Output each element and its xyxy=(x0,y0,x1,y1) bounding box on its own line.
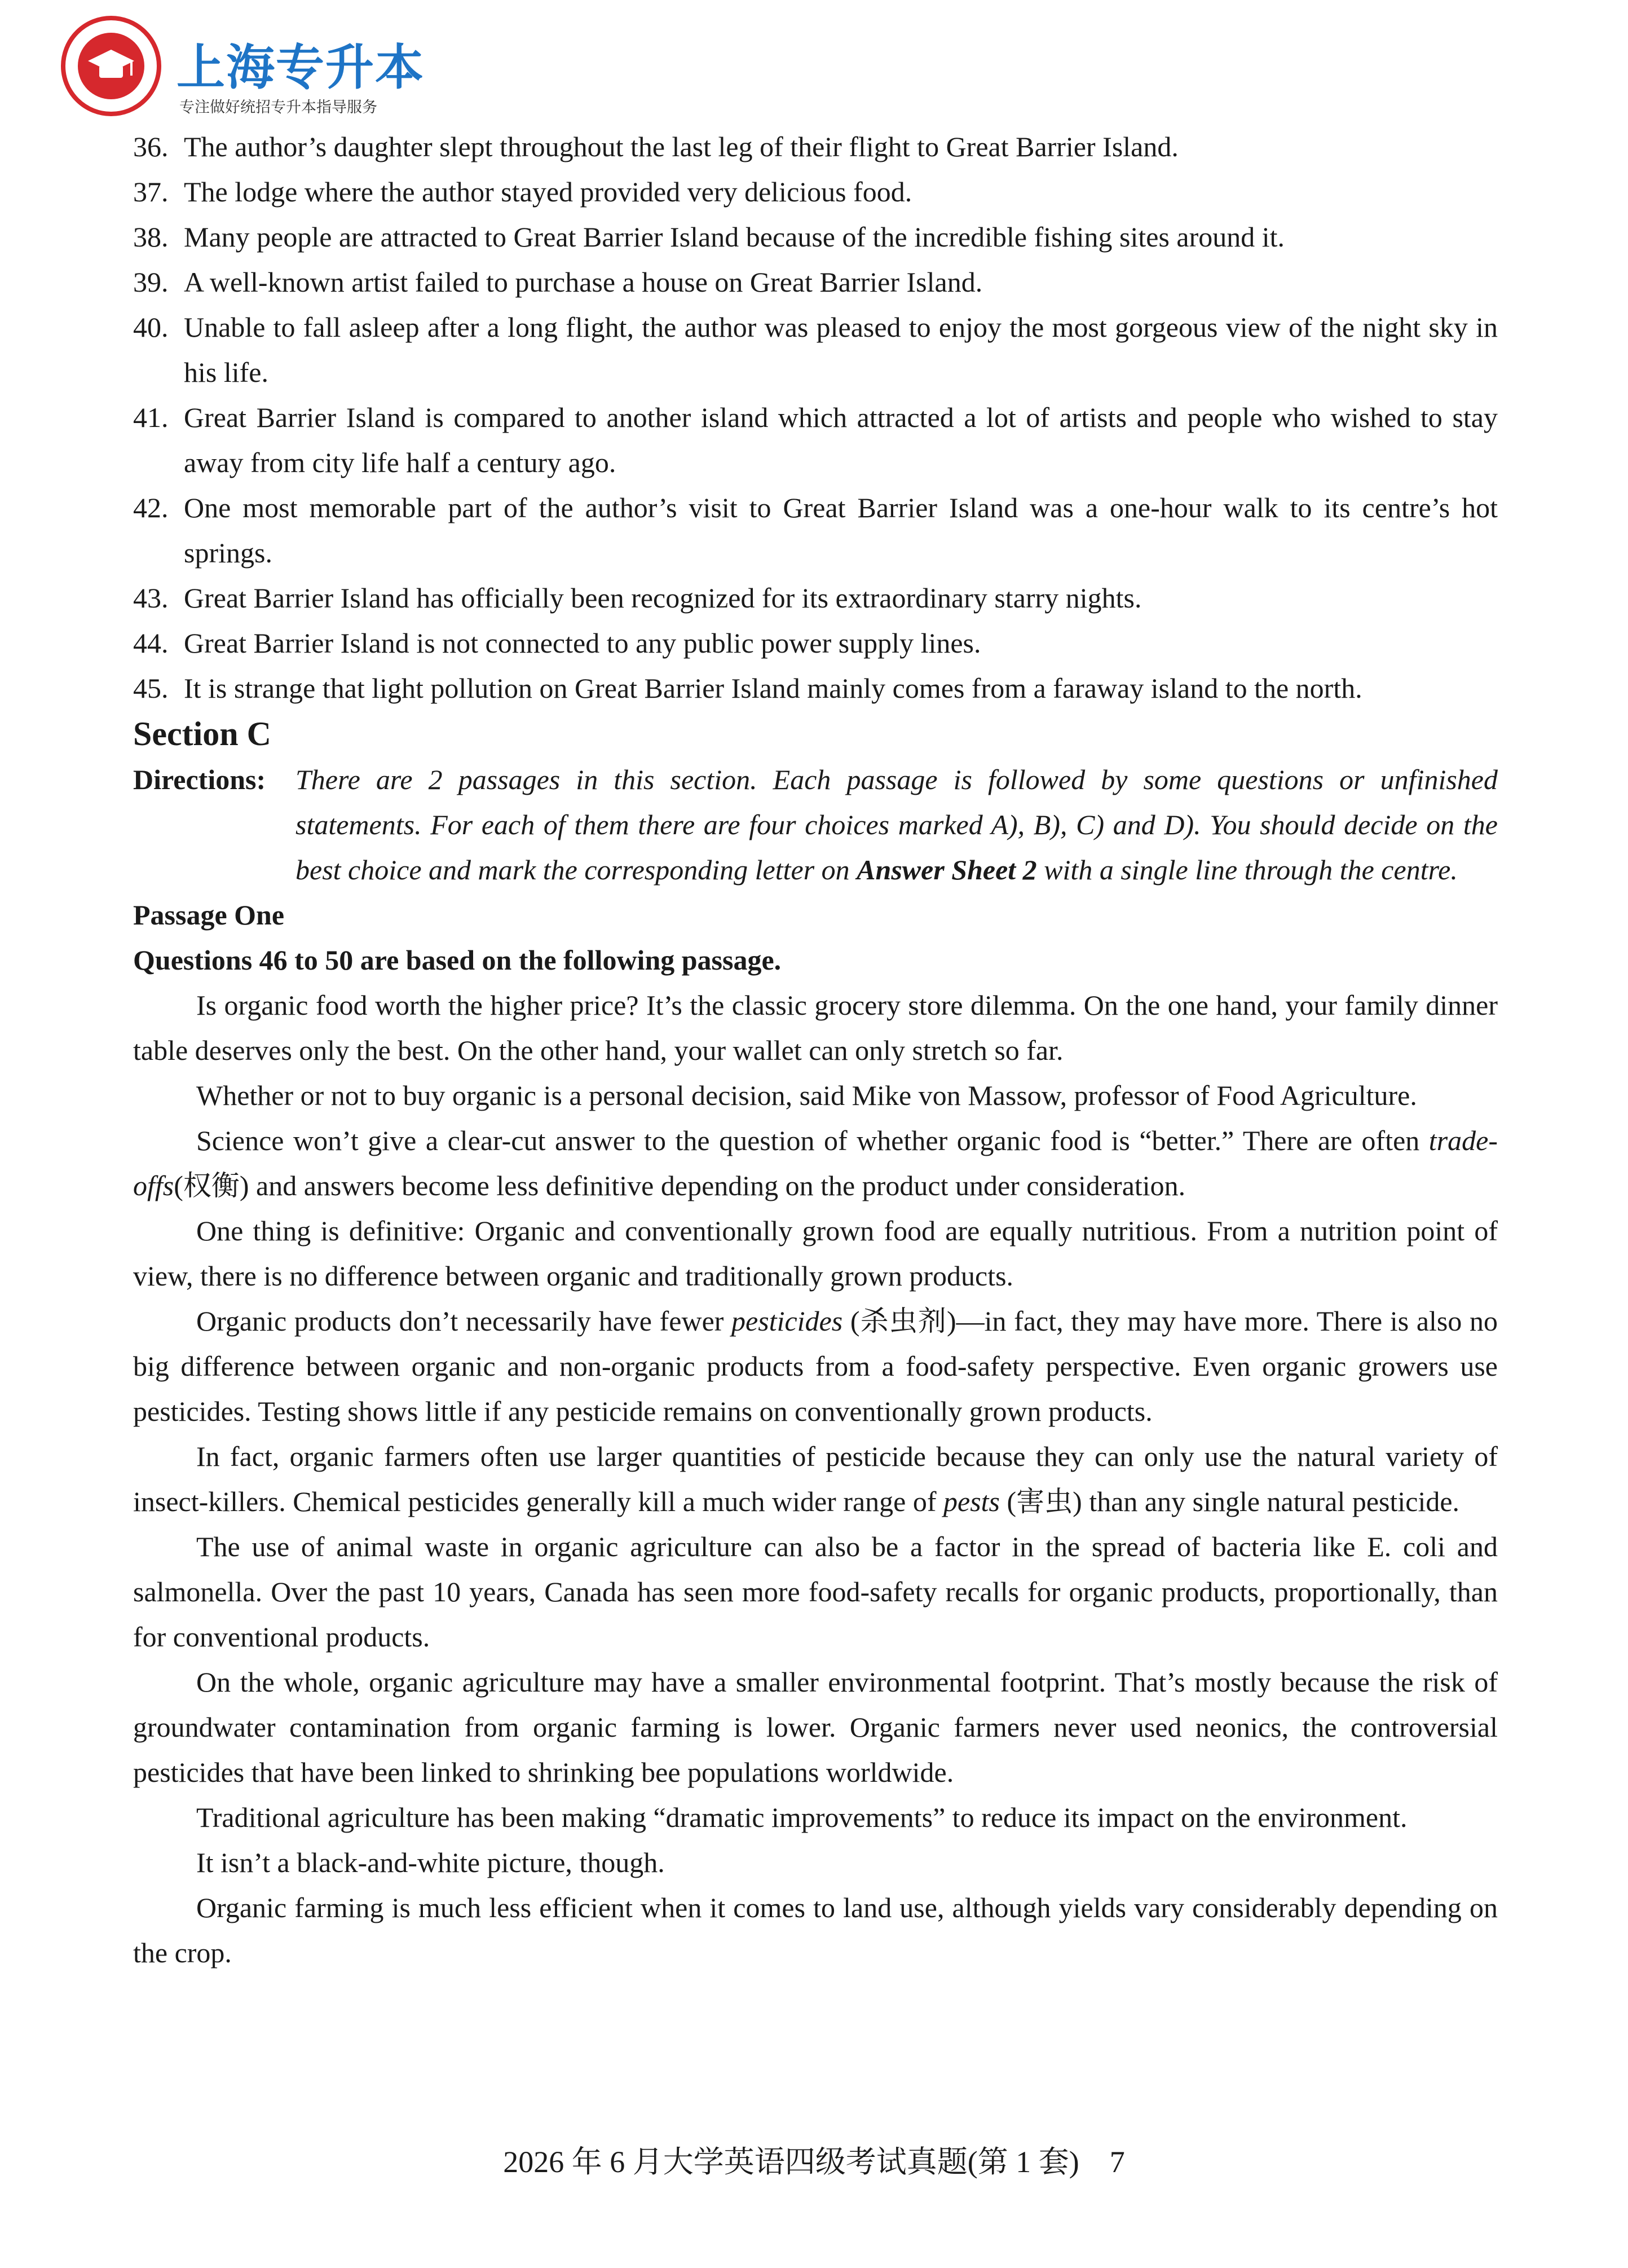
directions-text: There are 2 passages in this section. Each passage is followed by some questions or unfinished statements. For each of them there are four choices marked A), B), C) and D). You should decide on the best choice and mark the corresponding letter on Answer Sheet 2 with a single line through the centre. xyxy=(295,764,1498,886)
statement-number: 45. xyxy=(133,672,169,704)
statement-number: 39. xyxy=(133,266,169,298)
footer-text: 2026 年 6 月大学英语四级考试真题(第 1 套) xyxy=(503,2145,1079,2179)
logo-subtitle: 专注做好统招专升本指导服务 xyxy=(179,99,377,116)
statement-text: The author’s daughter slept throughout the last leg of their flight to Great Barrier Island. xyxy=(184,131,1179,162)
statement-item xyxy=(133,620,1498,666)
statement-number: 40. xyxy=(133,311,169,343)
passage-paragraph: Whether or not to buy organic is a personal decision, said Mike von Massow, professor of Food Agriculture. xyxy=(196,1080,1417,1111)
statement-text: One most memorable part of the author’s visit to Great Barrier Island was a one-hour walk to its centre’s hot springs. xyxy=(184,492,1498,569)
passage-paragraph: The use of animal waste in organic agriculture can also be a factor in the spread of bacteria like E. coli and salmonella. Over the past 10 years, Canada has seen more food-safety recalls for organic products, proportionally, than for conventional products. xyxy=(133,1531,1498,1653)
glossed-term: pesticides xyxy=(731,1305,843,1337)
statement-item xyxy=(133,395,1498,485)
statement-number: 42. xyxy=(133,492,169,523)
statement-item xyxy=(133,169,1498,214)
passage-paragraph: One thing is definitive: Organic and conventionally grown food are equally nutritious. From a nutrition point of view, there is no difference between organic and traditionally grown products. xyxy=(133,1215,1498,1292)
page-footer xyxy=(0,2138,1628,2181)
statement-number: 37. xyxy=(133,176,169,208)
graduation-cap-icon xyxy=(78,33,144,99)
statement-text: Great Barrier Island has officially been recognized for its extraordinary starry nights. xyxy=(184,582,1142,614)
passage-title: Passage One xyxy=(133,899,285,931)
directions-block xyxy=(133,757,1498,892)
statement-item xyxy=(133,575,1498,620)
statement-item xyxy=(133,259,1498,305)
statement-text: Great Barrier Island is not connected to any public power supply lines. xyxy=(184,627,981,659)
page-number: 7 xyxy=(1109,2145,1125,2179)
statement-text: A well-known artist failed to purchase a house on Great Barrier Island. xyxy=(184,266,983,298)
directions-label: Directions: xyxy=(133,764,266,795)
glossed-term: pests xyxy=(943,1486,1000,1517)
statement-text: It is strange that light pollution on Great Barrier Island mainly comes from a faraway island to the north. xyxy=(184,672,1362,704)
statement-list xyxy=(133,124,1498,711)
questions-instruction: Questions 46 to 50 are based on the following passage. xyxy=(133,944,782,976)
passage-paragraph: Science won’t give a clear-cut answer to the question of whether organic food is “better.” There are often trade-offs(权衡) and answers become less definitive depending on the product under consideration. xyxy=(133,1125,1498,1201)
passage-paragraph: In fact, organic farmers often use larger quantities of pesticide because they can only use the natural variety of insect-killers. Chemical pesticides generally kill a much wider range of pests (害虫) than any single natural pesticide. xyxy=(133,1441,1498,1517)
statement-item xyxy=(133,214,1498,259)
passage-paragraph: It isn’t a black-and-white picture, though. xyxy=(196,1847,665,1878)
statement-number: 38. xyxy=(133,221,169,253)
page-content xyxy=(133,124,1498,1975)
passage-paragraph: Traditional agriculture has been making “dramatic improvements” to reduce its impact on the environment. xyxy=(196,1802,1408,1833)
statement-number: 44. xyxy=(133,627,169,659)
statement-number: 43. xyxy=(133,582,169,614)
logo-title: 上海专升本 xyxy=(177,39,425,96)
answer-sheet-label: Answer Sheet 2 xyxy=(857,854,1037,886)
site-logo xyxy=(61,16,456,129)
logo-emblem-icon xyxy=(61,16,161,116)
statement-text: Great Barrier Island is compared to another island which attracted a lot of artists and people who wished to stay away from city life half a century ago. xyxy=(184,402,1498,478)
passage-paragraph: Organic farming is much less efficient when it comes to land use, although yields vary considerably depending on the crop. xyxy=(133,1892,1498,1968)
section-heading: Section C xyxy=(133,715,271,752)
glossed-term: trade-offs xyxy=(133,1125,1498,1201)
statement-text: The lodge where the author stayed provided very delicious food. xyxy=(184,176,912,208)
statement-item xyxy=(133,305,1498,395)
statement-item xyxy=(133,124,1498,169)
statement-text: Unable to fall asleep after a long flight, the author was pleased to enjoy the most gorgeous view of the night sky in his life. xyxy=(184,311,1498,388)
statement-number: 36. xyxy=(133,131,169,162)
statement-item xyxy=(133,485,1498,575)
statement-number: 41. xyxy=(133,402,169,433)
statement-text: Many people are attracted to Great Barrier Island because of the incredible fishing sites around it. xyxy=(184,221,1285,253)
passage-paragraph: Is organic food worth the higher price? It’s the classic grocery store dilemma. On the one hand, your family dinner table deserves only the best. On the other hand, your wallet can only stretch so far. xyxy=(133,989,1498,1066)
passage-paragraph: Organic products don’t necessarily have fewer pesticides (杀虫剂)—in fact, they may have more. There is also no big difference between organic and non-organic products from a food-safety perspective. Even organic growers use pesticides. Testing shows little if any pesticide remains on conventionally grown products. xyxy=(133,1305,1498,1427)
statement-item xyxy=(133,666,1498,711)
passage-paragraph: On the whole, organic agriculture may have a smaller environmental footprint. That’s mostly because the risk of groundwater contamination from organic farming is lower. Organic farmers never used neonics, the controversial pesticides that have been linked to shrinking bee populations worldwide. xyxy=(133,1666,1498,1788)
